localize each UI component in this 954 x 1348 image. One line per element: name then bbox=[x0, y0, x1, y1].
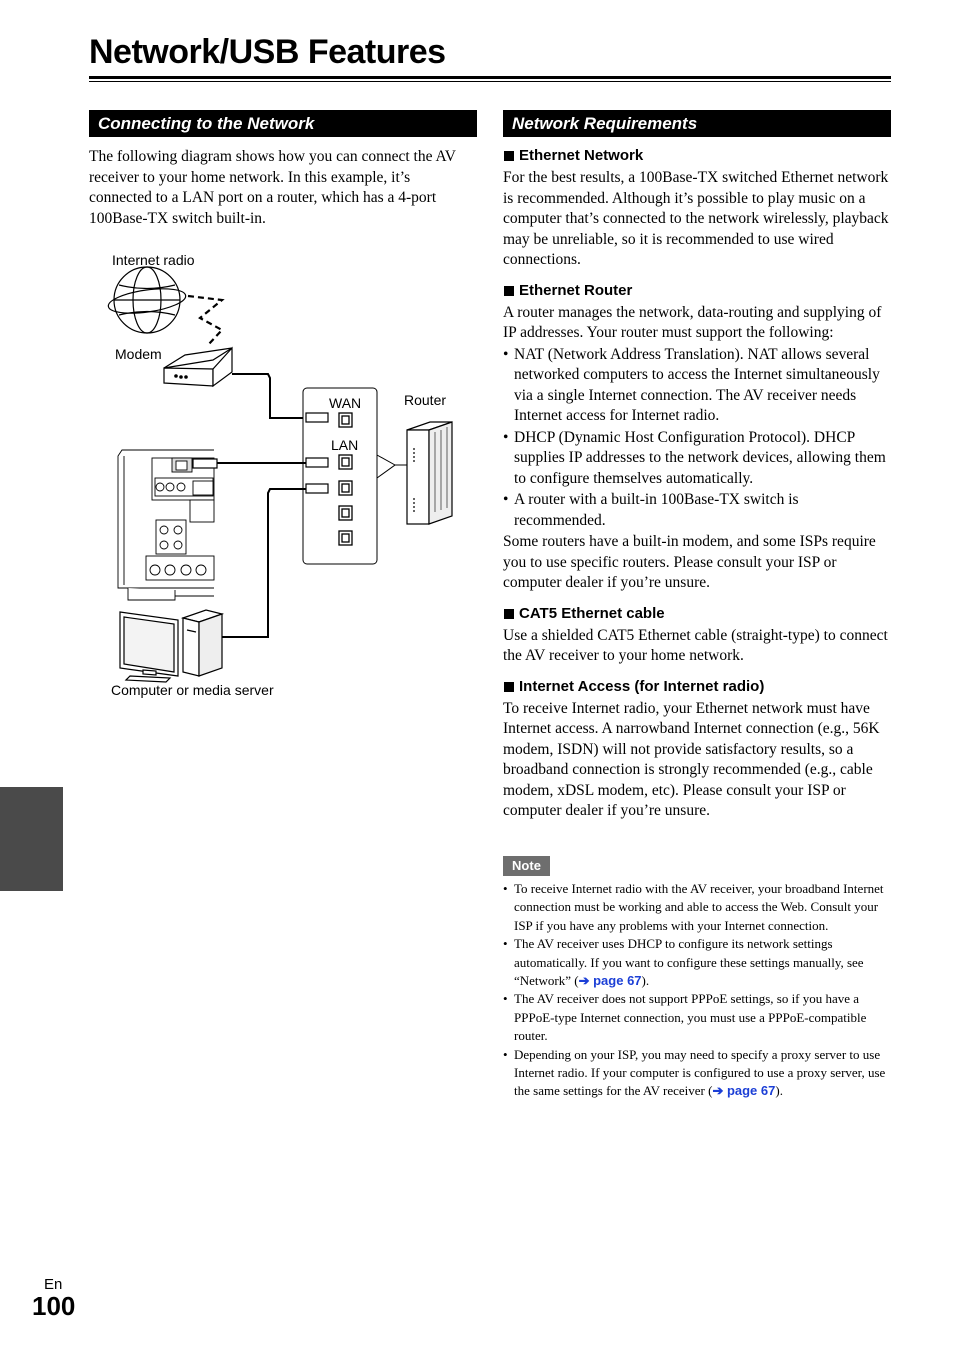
modem-icon bbox=[164, 348, 232, 386]
note-item: • The AV receiver uses DHCP to configure its network settings automatically. If you want to configure these settings manually, see “Network” (➔ page 67). bbox=[503, 935, 891, 990]
computer-icon bbox=[120, 610, 222, 682]
cat5-text: Use a shielded CAT5 Ethernet cable (straight-type) to connect the AV receiver to your home network. bbox=[503, 626, 888, 664]
heading-ethernet-network: Ethernet Network bbox=[503, 146, 891, 166]
note-item: • To receive Internet radio with the AV receiver, your broadband Internet connection must be working and able to access the Web. Consult your ISP if you have any problems with your Internet connection. bbox=[503, 880, 891, 935]
label-modem: Modem bbox=[115, 346, 162, 362]
heading-cat5: CAT5 Ethernet cable bbox=[503, 604, 891, 624]
section-heading-connecting: Connecting to the Network bbox=[89, 110, 477, 137]
page-67-link[interactable]: ➔ page 67 bbox=[578, 973, 642, 989]
heading-ethernet-router: Ethernet Router bbox=[503, 281, 891, 301]
label-internet-radio: Internet radio bbox=[112, 252, 195, 268]
title-rule-thin bbox=[89, 81, 891, 82]
page-title: Network/USB Features bbox=[89, 33, 446, 71]
note-item: • The AV receiver does not support PPPoE settings, so if you have a PPPoE-type Internet connection, you must use a PPPoE-compatible router. bbox=[503, 990, 891, 1045]
av-receiver-rear-panel bbox=[118, 450, 214, 600]
requirements-content bbox=[503, 146, 891, 822]
page-67-link[interactable]: ➔ page 67 bbox=[712, 1083, 776, 1099]
globe-icon bbox=[107, 267, 187, 333]
internet-access-text: To receive Internet radio, your Ethernet network must have Internet access. A narrowband Internet connection (e.g., 56K modem, ISDN) will not provide satisfactory results, so a broadband connection is strongly recommended (e.g., cable modem, xDSL modem, etc). Please consult your ISP or computer dealer if you’re unsure. bbox=[503, 699, 880, 819]
note-list bbox=[503, 880, 891, 1101]
chapter-side-tab bbox=[0, 787, 63, 891]
language-label: En bbox=[44, 1276, 63, 1293]
list-item: • DHCP (Dynamic Host Configuration Protocol). DHCP supplies IP addresses to the network devices, allowing them to configure themselves automatically. bbox=[503, 428, 891, 490]
network-diagram-svg bbox=[95, 240, 475, 710]
router-icon bbox=[407, 422, 452, 524]
ethernet-router-text: A router manages the network, data-routing and supplying of IP addresses. Your router must support the following: bbox=[503, 303, 882, 341]
intro-paragraph: The following diagram shows how you can connect the AV receiver to your home network. In this example, it’s connected to a LAN port on a router, which has a 4-port 100Base-TX switch built-in. bbox=[89, 148, 456, 227]
note-badge: Note bbox=[503, 856, 550, 876]
list-item: • NAT (Network Address Translation). NAT allows several networked computers to access the Internet simultaneously via a single Internet connection. The AV receiver needs Internet access for Internet radio. bbox=[503, 345, 891, 427]
dashed-link bbox=[188, 296, 222, 345]
square-bullet-icon bbox=[504, 286, 514, 296]
router-after-text: Some routers have a built-in modem, and some ISPs require you to use specific routers. Please consult your ISP or computer dealer if you’re unsure. bbox=[503, 533, 876, 591]
square-bullet-icon bbox=[504, 151, 514, 161]
label-lan: LAN bbox=[331, 437, 359, 453]
title-rule bbox=[89, 76, 891, 79]
router-requirements-list bbox=[503, 345, 891, 532]
square-bullet-icon bbox=[504, 609, 514, 619]
square-bullet-icon bbox=[504, 682, 514, 692]
list-item: • A router with a built-in 100Base-TX switch is recommended. bbox=[503, 490, 891, 531]
section-heading-requirements: Network Requirements bbox=[503, 110, 891, 137]
label-computer: Computer or media server bbox=[111, 682, 274, 698]
label-router: Router bbox=[404, 392, 447, 408]
network-diagram bbox=[95, 240, 475, 710]
heading-internet-access: Internet Access (for Internet radio) bbox=[503, 677, 891, 697]
ethernet-network-text: For the best results, a 100Base-TX switched Ethernet network is recommended. Although it’s possible to play music on a computer that’s connected to the network wirelessly, playback may be unreliable, so it is recommended to use wired connections. bbox=[503, 169, 889, 268]
page-number: 100 bbox=[32, 1291, 76, 1321]
note-item: • Depending on your ISP, you may need to specify a proxy server to use Internet radio. If your computer is configured to use a proxy server, use the same settings for the AV receiver (➔ page 67). bbox=[503, 1046, 891, 1101]
label-wan: WAN bbox=[329, 395, 362, 411]
